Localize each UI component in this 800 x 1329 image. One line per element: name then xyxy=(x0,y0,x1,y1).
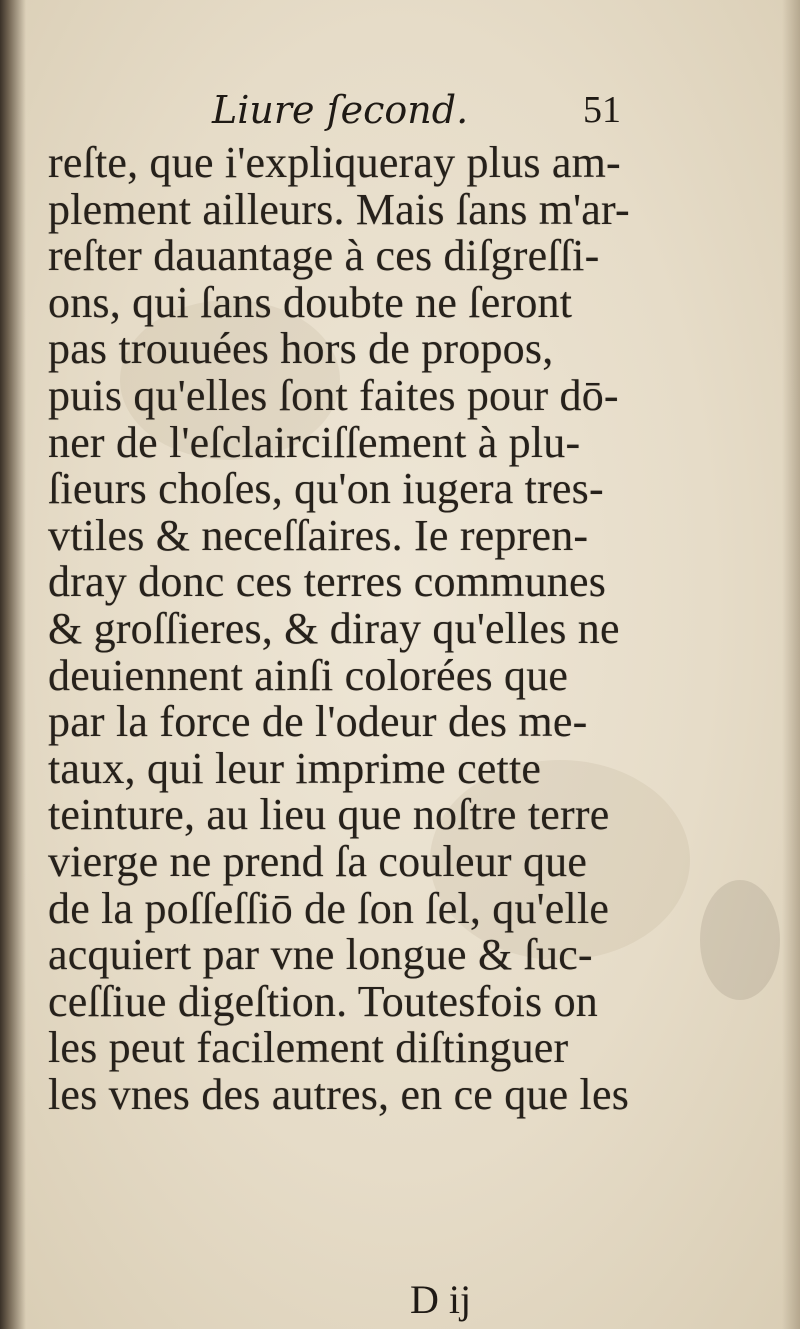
text-line: plement ailleurs. Mais ſans m'ar- xyxy=(48,184,630,234)
text-line: les vnes des autres, en ce que les xyxy=(48,1069,630,1119)
paper-stain xyxy=(700,880,780,1000)
text-line: par la force de l'odeur des me- xyxy=(48,697,588,747)
signature-mark: D ij xyxy=(410,1277,472,1322)
text-line: reſte, que i'expliqueray plus am- xyxy=(48,138,621,187)
text-line: puis qu'elles ſont faites pour dō- xyxy=(48,370,619,420)
text-line: les peut facilement diſtinguer xyxy=(48,1023,569,1073)
text-line: dray donc ces terres communes xyxy=(48,557,607,607)
text-line: & groſſieres, & diray qu'elles ne xyxy=(48,603,620,653)
page-edge-shadow xyxy=(782,0,800,1329)
page-number: 51 xyxy=(583,89,621,131)
text-line: vierge ne prend ſa couleur que xyxy=(48,836,588,886)
text-line: acquiert par vne longue & ſuc- xyxy=(48,930,593,980)
text-line: teinture, au lieu que noſtre terre xyxy=(48,790,610,840)
running-title: Liure ſecond. xyxy=(212,88,469,132)
text-line: reſter dauantage à ces diſgreſſi- xyxy=(48,231,600,281)
text-line: ons, qui ſans doubte ne ſeront xyxy=(48,277,573,327)
text-line: ner de l'eſclairciſſement à plu- xyxy=(48,417,581,467)
text-line: taux, qui leur imprime cette xyxy=(48,743,542,793)
text-line: deuiennent ainſi colorées que xyxy=(48,650,569,700)
text-line: ceſſiue digeſtion. Toutesfois on xyxy=(48,976,598,1026)
binding-gutter xyxy=(0,0,26,1329)
body-text xyxy=(48,140,638,1118)
running-header xyxy=(0,88,800,138)
text-line: ſieurs choſes, qu'on iugera tres- xyxy=(48,464,604,514)
text-line: vtiles & neceſſaires. Ie repren- xyxy=(48,510,589,560)
text-line: pas trouuées hors de propos, xyxy=(48,324,554,374)
text-line: de la poſſeſſiō de ſon ſel, qu'elle xyxy=(48,883,610,933)
